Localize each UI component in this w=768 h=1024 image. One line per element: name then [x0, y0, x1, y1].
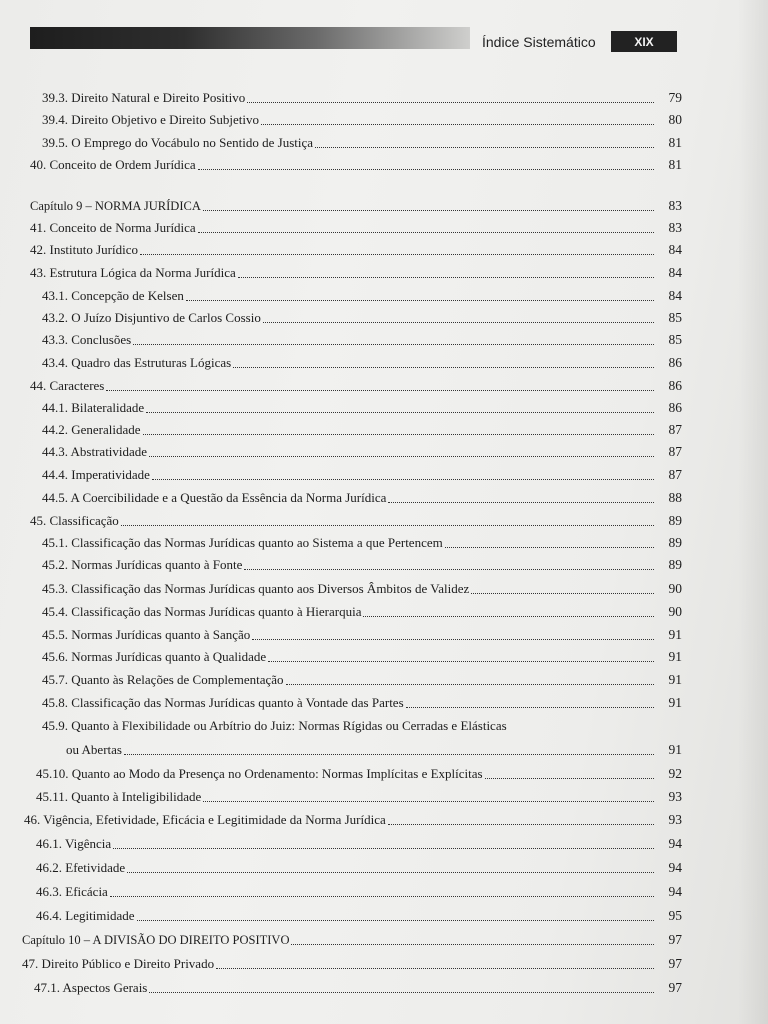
toc-entry — [42, 623, 682, 643]
toc-entry — [36, 880, 682, 900]
toc-entry-label: 45.7. Quanto às Relações de Complementação — [42, 672, 284, 687]
toc-entry-page: 85 — [668, 310, 682, 325]
toc-entry — [30, 261, 682, 281]
toc-entry-label: 46.2. Efetividade — [36, 860, 126, 875]
chapter-heading-label: Capítulo 10 – A DIVISÃO DO DIREITO POSITIVO — [22, 933, 290, 947]
toc-entry — [42, 131, 682, 151]
chapter-heading-label: Capítulo 9 – NORMA JURÍDICA — [30, 199, 201, 213]
dot-leader — [113, 847, 654, 849]
dot-leader — [203, 209, 654, 211]
chapter-heading-page: 97 — [668, 932, 682, 947]
toc-entry-page: 89 — [668, 557, 682, 572]
dot-leader — [124, 753, 654, 755]
toc-entry-page: 95 — [668, 908, 682, 923]
toc-entry — [42, 440, 682, 460]
toc-entry — [42, 396, 682, 416]
toc-entry-label: 45.2. Normas Jurídicas quanto à Fonte — [42, 557, 243, 572]
dot-leader — [261, 123, 654, 125]
toc-entry-label: 43.4. Quadro das Estruturas Lógicas — [42, 355, 232, 370]
dot-leader — [149, 991, 654, 993]
toc-entry-label: 39.3. Direito Natural e Direito Positivo — [42, 90, 246, 105]
dot-leader — [471, 592, 654, 594]
toc-entry — [42, 600, 682, 620]
dot-leader — [244, 568, 654, 570]
toc-entry-page: 93 — [668, 789, 682, 804]
dot-leader — [445, 546, 654, 548]
toc-entry — [42, 306, 682, 326]
dot-leader — [216, 967, 654, 969]
toc-entry — [36, 785, 682, 805]
chapter-heading-page: 83 — [668, 198, 682, 213]
toc-entry-label: 44. Caracteres — [30, 378, 105, 393]
toc-entry-page: 89 — [668, 513, 682, 528]
dot-leader — [143, 433, 654, 435]
toc-entry-label: 45.8. Classificação das Normas Jurídicas quanto à Vontade das Partes — [42, 695, 404, 710]
toc-entry-page: 97 — [668, 956, 682, 971]
toc-entry — [30, 238, 682, 258]
toc-entry-label: 45.9. Quanto à Flexibilidade ou Arbítrio do Juiz: Normas Rígidas ou Cerradas e Elásticas — [42, 718, 507, 733]
toc-entry-page: 92 — [668, 766, 682, 781]
toc-entry — [42, 645, 682, 665]
toc-entry-label: 45.3. Classificação das Normas Jurídicas quanto aos Diversos Âmbitos de Validez — [42, 581, 470, 596]
dot-leader — [406, 706, 654, 708]
toc-entry-page: 91 — [668, 627, 682, 642]
toc-entry-page: 97 — [668, 980, 682, 995]
toc-entry-label: ou Abertas — [66, 742, 122, 757]
toc-entry — [30, 153, 682, 173]
toc-entry-page: 86 — [668, 378, 682, 393]
dot-leader — [146, 411, 654, 413]
toc-entry — [30, 216, 682, 236]
toc-entry-label: 44.4. Imperatividade — [42, 467, 150, 482]
toc-entry — [42, 108, 682, 128]
chapter-heading — [22, 928, 682, 948]
toc-entry — [42, 668, 682, 688]
toc-entry-label: 44.3. Abstratividade — [42, 444, 148, 459]
toc-entry — [42, 691, 682, 711]
toc-entry-label: 44.1. Bilateralidade — [42, 400, 145, 415]
toc-entry-label: 43.3. Conclusões — [42, 332, 132, 347]
toc-entry-label: 44.2. Generalidade — [42, 422, 141, 437]
toc-entry-label: 43.1. Concepção de Kelsen — [42, 288, 184, 303]
toc-entry-page: 93 — [668, 812, 682, 827]
dot-leader — [106, 389, 654, 391]
dot-leader — [252, 638, 654, 640]
toc-entry — [42, 714, 682, 734]
toc-entry-page: 88 — [668, 490, 682, 505]
toc-entry-label: 41. Conceito de Norma Jurídica — [30, 220, 196, 235]
toc-entry-label: 46.3. Eficácia — [36, 884, 108, 899]
page-number-badge: XIX — [611, 31, 677, 52]
toc-entry — [66, 738, 682, 758]
toc-entry-label: 43.2. O Juízo Disjuntivo de Carlos Cossio — [42, 310, 261, 325]
dot-leader — [268, 660, 654, 662]
toc-entry — [42, 284, 682, 304]
toc-entry — [30, 509, 682, 529]
dot-leader — [198, 231, 654, 233]
toc-entry-label: 40. Conceito de Ordem Jurídica — [30, 157, 196, 172]
toc-entry-page: 94 — [668, 884, 682, 899]
toc-entry — [36, 832, 682, 852]
toc-entry-label: 45.6. Normas Jurídicas quanto à Qualidade — [42, 649, 267, 664]
toc-entry — [42, 328, 682, 348]
dot-leader — [110, 895, 654, 897]
toc-entry-page: 86 — [668, 355, 682, 370]
dot-leader — [247, 101, 654, 103]
toc-entry-page: 91 — [668, 742, 682, 757]
dot-leader — [133, 343, 654, 345]
toc-entry — [34, 976, 682, 996]
toc-entry-label: 45.1. Classificação das Normas Jurídicas quanto ao Sistema a que Pertencem — [42, 535, 443, 550]
toc-entry-page: 84 — [668, 265, 682, 280]
toc-entry-page: 89 — [668, 535, 682, 550]
toc-entry — [36, 856, 682, 876]
dot-leader — [152, 478, 654, 480]
toc-entry-page: 87 — [668, 467, 682, 482]
toc-entry-label: 42. Instituto Jurídico — [30, 242, 138, 257]
dot-leader — [509, 730, 654, 731]
toc-entry — [36, 762, 682, 782]
dot-leader — [140, 253, 654, 255]
dot-leader — [263, 321, 654, 323]
dot-leader — [137, 919, 654, 921]
toc-entry-label: 45.5. Normas Jurídicas quanto à Sanção — [42, 627, 251, 642]
toc-entry-label: 39.4. Direito Objetivo e Direito Subjetivo — [42, 112, 259, 127]
toc-entry — [42, 577, 682, 597]
toc-entry-page: 87 — [668, 422, 682, 437]
toc-entry — [42, 486, 682, 506]
dot-leader — [127, 871, 654, 873]
dot-leader — [286, 683, 654, 685]
toc-entry — [24, 808, 682, 828]
toc-entry-page: 94 — [668, 836, 682, 851]
toc-entry — [42, 418, 682, 438]
toc-entry-label: 39.5. O Emprego do Vocábulo no Sentido de Justiça — [42, 135, 314, 150]
toc-entry-label: 46.1. Vigência — [36, 836, 112, 851]
dot-leader — [203, 800, 654, 802]
dot-leader — [238, 276, 654, 278]
toc-entry-label: 46.4. Legitimidade — [36, 908, 135, 923]
dot-leader — [121, 524, 654, 526]
toc-entry-page: 94 — [668, 860, 682, 875]
toc-entry — [30, 374, 682, 394]
toc-entry-label: 45.10. Quanto ao Modo da Presença no Ordenamento: Normas Implícitas e Explícitas — [36, 766, 483, 781]
toc-entry-label: 44.5. A Coercibilidade e a Questão da Essência da Norma Jurídica — [42, 490, 387, 505]
toc-entry-page: 84 — [668, 288, 682, 303]
dot-leader — [149, 455, 654, 457]
toc-entry-page: 81 — [668, 135, 682, 150]
dot-leader — [388, 501, 654, 503]
toc-entry-page: 81 — [668, 157, 682, 172]
toc-entry-page: 90 — [668, 604, 682, 619]
toc-entry-page: 91 — [668, 649, 682, 664]
toc-entry — [22, 952, 682, 972]
toc-entry-label: 47.1. Aspectos Gerais — [34, 980, 148, 995]
toc-entry-page: 85 — [668, 332, 682, 347]
toc-entry-page: 91 — [668, 672, 682, 687]
toc-entry-page: 91 — [668, 695, 682, 710]
toc-entry-label: 47. Direito Público e Direito Privado — [22, 956, 215, 971]
toc-entry — [42, 86, 682, 106]
toc-entry-page: 79 — [668, 90, 682, 105]
toc-entry-page: 83 — [668, 220, 682, 235]
toc-entry — [42, 351, 682, 371]
dot-leader — [233, 366, 654, 368]
toc-entry-label: 45.11. Quanto à Inteligibilidade — [36, 789, 202, 804]
page-edge-shadow — [738, 0, 768, 1024]
toc-entry-page: 80 — [668, 112, 682, 127]
toc-entry-label: 43. Estrutura Lógica da Norma Jurídica — [30, 265, 236, 280]
toc-entry-page: 87 — [668, 444, 682, 459]
toc-entry — [36, 904, 682, 924]
toc-entry — [42, 531, 682, 551]
dot-leader — [186, 299, 654, 301]
toc-entry — [42, 463, 682, 483]
dot-leader — [198, 168, 654, 170]
toc-entry-label: 45. Classificação — [30, 513, 119, 528]
toc-entry — [42, 553, 682, 573]
toc-entry-page: 84 — [668, 242, 682, 257]
toc-entry-label: 45.4. Classificação das Normas Jurídicas quanto à Hierarquia — [42, 604, 362, 619]
toc-entry-page: 86 — [668, 400, 682, 415]
dot-leader — [363, 615, 654, 617]
toc-entry-page: 90 — [668, 581, 682, 596]
dot-leader — [291, 943, 654, 945]
dot-leader — [485, 777, 654, 779]
chapter-heading — [30, 194, 682, 214]
dot-leader — [315, 146, 654, 148]
dot-leader — [388, 823, 654, 825]
toc-entry-label: 46. Vigência, Efetividade, Eficácia e Legitimidade da Norma Jurídica — [24, 812, 386, 827]
running-header-title: Índice Sistemático — [482, 34, 596, 50]
